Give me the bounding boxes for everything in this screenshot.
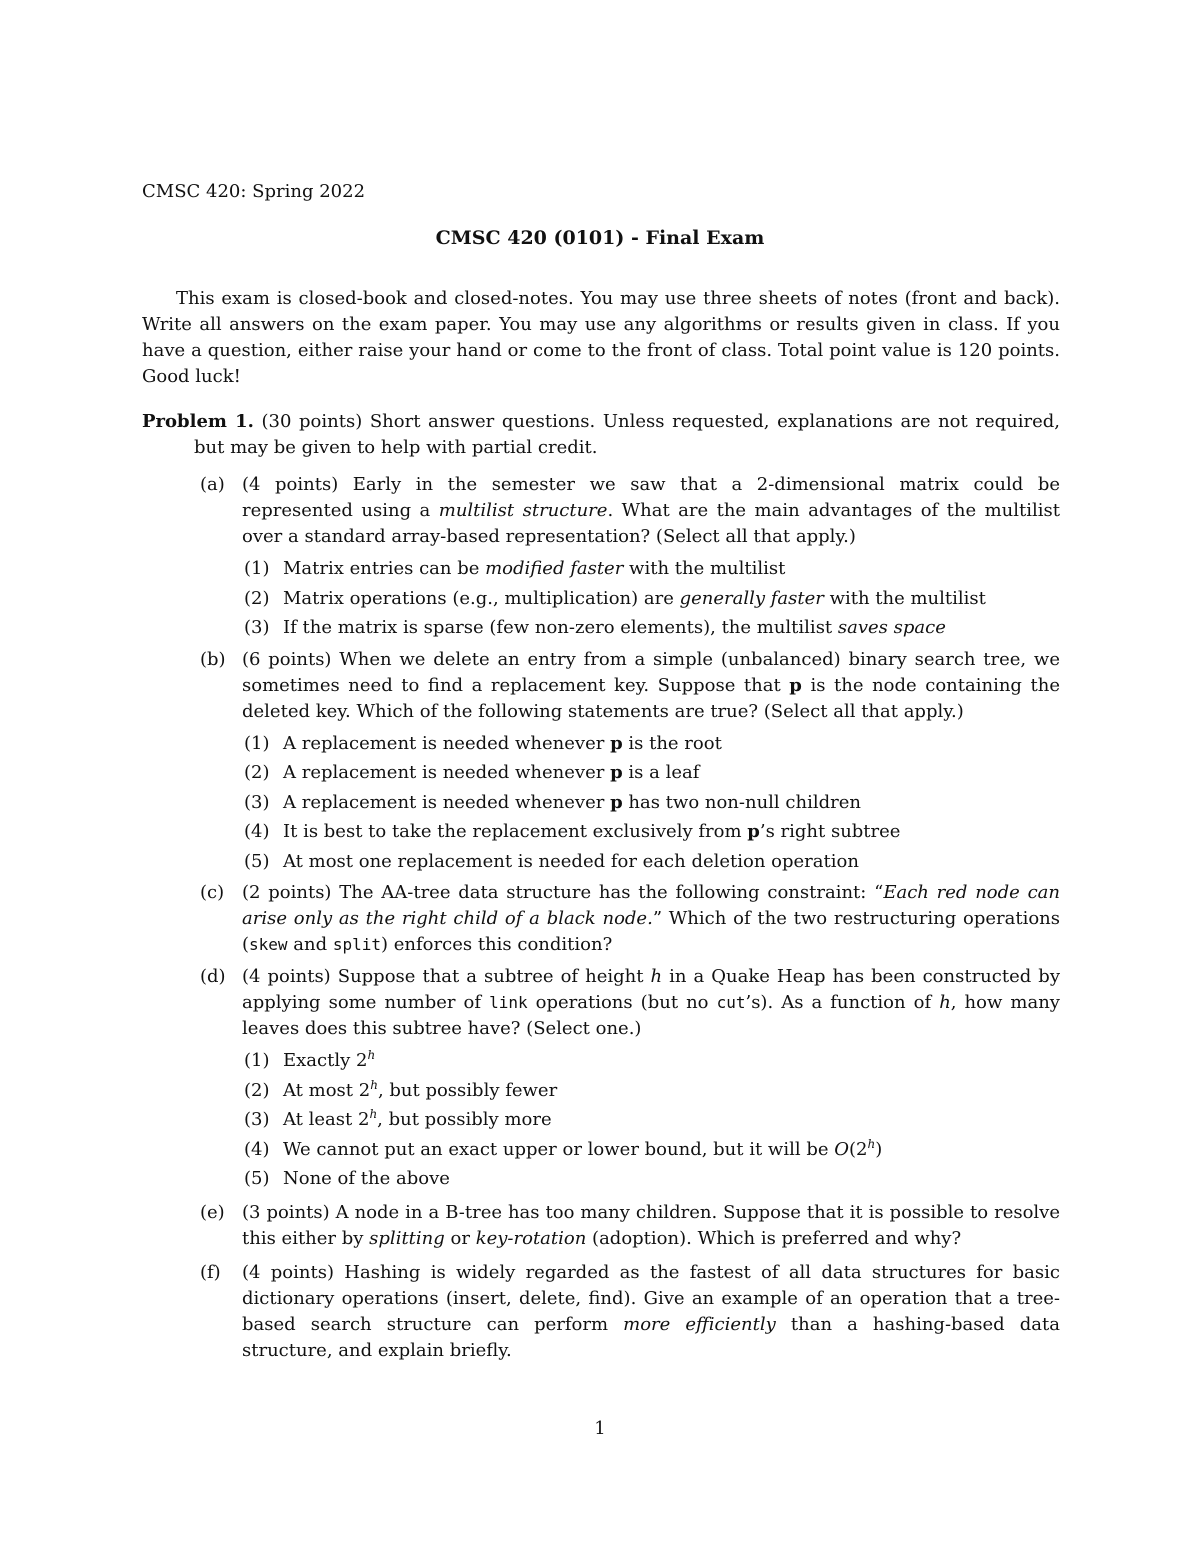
option-label: (2)	[244, 762, 270, 783]
option-label: (1)	[244, 558, 270, 579]
part-d-text-4: ’s). As a function of	[745, 992, 940, 1013]
part-a-label: (a)	[200, 474, 225, 495]
part-f-emphasis: more efficiently	[623, 1313, 776, 1335]
option-label: (3)	[244, 791, 270, 813]
option-label: (5)	[244, 1168, 270, 1189]
part-b-question	[242, 647, 1060, 725]
part-a	[142, 472, 1060, 643]
part-d-text-2: in a Quake Heap has been constructed by applying some number of	[242, 966, 1060, 1013]
big-o: O	[834, 1138, 849, 1160]
exam-title: CMSC 420 (0101) - Final Exam	[435, 227, 765, 249]
option-emphasis: saves space	[837, 617, 946, 638]
option-text: with the multilist	[823, 587, 986, 609]
part-c-text-1: (2 points) The AA-tree data structure has the following constraint: “	[242, 882, 884, 903]
part-a-option-1	[242, 554, 1060, 584]
paren-open: (	[849, 1138, 857, 1160]
option-text: A replacement is needed whenever	[283, 732, 611, 754]
part-b-option-1	[242, 729, 1060, 759]
option-text: with the multilist	[623, 558, 786, 579]
part-e-text-2: or	[444, 1227, 476, 1249]
option-label: (1)	[244, 732, 270, 754]
part-b-option-4	[242, 817, 1060, 847]
math-base: 2	[355, 1050, 368, 1071]
skew-operation: skew	[249, 935, 288, 954]
part-f-question	[242, 1260, 1060, 1364]
split-operation: split	[332, 935, 382, 954]
option-text: is the root	[622, 732, 722, 754]
option-text: Matrix entries can be	[283, 558, 486, 579]
part-c-question	[242, 880, 1060, 958]
cut-operation: cut	[716, 993, 746, 1012]
option-text: We cannot put an exact upper or lower bound, but it will be	[283, 1138, 835, 1160]
page-number: 1	[594, 1418, 606, 1439]
math-exponent: h	[367, 1048, 376, 1062]
option-text: It is best to take the replacement exclusively from	[283, 821, 748, 842]
option-label: (3)	[244, 617, 270, 638]
course-header: CMSC 420: Spring 2022	[142, 181, 366, 202]
option-label: (2)	[244, 1079, 270, 1101]
part-d-question	[242, 964, 1060, 1042]
math-base: 2	[357, 1109, 370, 1130]
option-text: , but possibly fewer	[377, 1079, 558, 1101]
node-p: p	[747, 821, 760, 842]
option-text: , but possibly more	[377, 1109, 552, 1130]
part-c-text-2: ” Which of the two restructuring operations (	[242, 908, 1061, 955]
problem-1-header	[142, 409, 1060, 461]
splitting-term: splitting	[369, 1227, 445, 1249]
option-text: At most one replacement is needed for each deletion operation	[283, 850, 859, 872]
part-e	[142, 1200, 1060, 1252]
option-text: has two non-null children	[622, 791, 861, 813]
part-b-option-3	[242, 788, 1060, 818]
option-text: At least	[283, 1109, 358, 1130]
part-f	[142, 1260, 1060, 1364]
height-variable: h	[650, 966, 663, 987]
link-operation: link	[489, 993, 528, 1012]
option-text: A replacement is needed whenever	[283, 791, 611, 813]
option-text: If the matrix is sparse (few non-zero elements), the multilist	[283, 617, 838, 638]
option-text: ’s right subtree	[759, 821, 901, 842]
option-label: (4)	[244, 1138, 270, 1160]
part-a-question	[242, 472, 1060, 550]
part-b-text-2: is the node containing the deleted key. Which of the following statements are true? (Select all that apply.)	[242, 674, 1060, 722]
part-c-label: (c)	[200, 882, 225, 903]
part-b-text-1: (6 points) When we delete an entry from a simple (unbalanced) binary search tree, we sometimes need to find a replacement key. Suppose that	[242, 648, 1060, 696]
part-b-options	[242, 729, 1060, 877]
part-a-text-1: (4 points) Early in the semester we saw that a 2-dimensional matrix could be represented using a	[242, 474, 1060, 521]
part-b-option-2	[242, 758, 1060, 788]
math-exponent: h	[867, 1136, 876, 1151]
part-c-text-3: and	[287, 934, 333, 955]
option-emphasis: generally faster	[679, 587, 824, 609]
part-d-options	[242, 1046, 1060, 1194]
option-label: (2)	[244, 587, 270, 609]
part-d-option-2	[242, 1076, 1060, 1106]
problem-1-text: (30 points) Short answer questions. Unless requested, explanations are not required, but may be given to help with partial credit.	[194, 411, 1060, 458]
problem-1-parts	[142, 472, 1060, 1364]
math-base: 2	[856, 1138, 868, 1160]
math-base: 2	[358, 1079, 371, 1101]
part-c	[142, 880, 1060, 958]
node-p: p	[610, 791, 623, 813]
part-e-text-1: (3 points) A node in a B-tree has too many children. Suppose that it is possible to resolve this either by	[242, 1201, 1060, 1249]
part-b-option-5	[242, 847, 1060, 877]
part-d-option-4	[242, 1135, 1060, 1165]
problem-1	[142, 409, 1060, 1364]
option-label: (1)	[244, 1050, 270, 1071]
height-variable: h	[939, 992, 951, 1013]
part-d	[142, 964, 1060, 1194]
part-c-quote: Each red node can arise only as the right child of a black node.	[242, 882, 1060, 929]
node-p: p	[610, 732, 623, 754]
option-text: Matrix operations (e.g., multiplication) are	[283, 587, 680, 609]
paren-close: )	[875, 1138, 883, 1160]
option-text: None of the above	[283, 1168, 450, 1189]
option-label: (4)	[244, 821, 270, 842]
option-text: Exactly	[283, 1050, 356, 1071]
exam-instructions: This exam is closed-book and closed-notes. You may use three sheets of notes (front and back). Write all answers on the exam paper. You may use any algorithms or results given in class. If you have a question, either raise your hand or come to the front of class. Total point value is 120 points. Good luck!	[142, 288, 1060, 387]
part-f-label: (f)	[200, 1261, 221, 1283]
part-a-option-2	[242, 584, 1060, 614]
option-text: is a leaf	[622, 762, 700, 783]
problem-1-label: Problem 1.	[142, 411, 254, 432]
part-d-option-5	[242, 1164, 1060, 1194]
key-rotation-term: key-rotation	[475, 1227, 587, 1249]
part-d-label: (d)	[200, 966, 226, 987]
option-label: (5)	[244, 850, 270, 872]
part-c-text-4: ) enforces this condition?	[381, 934, 613, 955]
part-e-label: (e)	[200, 1201, 225, 1223]
part-e-text-3: (adoption). Which is preferred and why?	[586, 1227, 962, 1249]
part-a-option-3	[242, 613, 1060, 643]
node-p: p	[610, 762, 623, 783]
option-label: (3)	[244, 1109, 270, 1130]
math-exponent: h	[370, 1077, 378, 1092]
part-a-emphasis: multilist structure	[438, 500, 608, 521]
option-text: At most	[283, 1079, 359, 1101]
node-p: p	[789, 674, 802, 696]
option-text: A replacement is needed whenever	[283, 762, 611, 783]
part-d-text-3: operations (but no	[527, 992, 717, 1013]
math-exponent: h	[369, 1107, 378, 1121]
part-a-text-2: . What are the main advantages of the multilist over a standard array-based representation? (Select all that apply.)	[242, 500, 1060, 547]
part-f-text-2: than a hashing-based data structure, and explain briefly.	[242, 1313, 1060, 1361]
part-d-option-3	[242, 1105, 1060, 1135]
part-f-text-1: (4 points) Hashing is widely regarded as the fastest of all data structures for basic dictionary operations (insert, delete, find). Give an example of an operation that a tree-based search structure can perform	[242, 1261, 1060, 1335]
part-b-label: (b)	[200, 648, 226, 670]
part-b	[142, 647, 1060, 877]
part-e-question	[242, 1200, 1060, 1252]
part-d-text-1: (4 points) Suppose that a subtree of height	[242, 966, 651, 987]
part-d-option-1	[242, 1046, 1060, 1076]
option-emphasis: modified faster	[485, 558, 624, 579]
part-d-text-5: , how many leaves does this subtree have? (Select one.)	[242, 992, 1060, 1039]
part-a-options	[242, 554, 1060, 643]
